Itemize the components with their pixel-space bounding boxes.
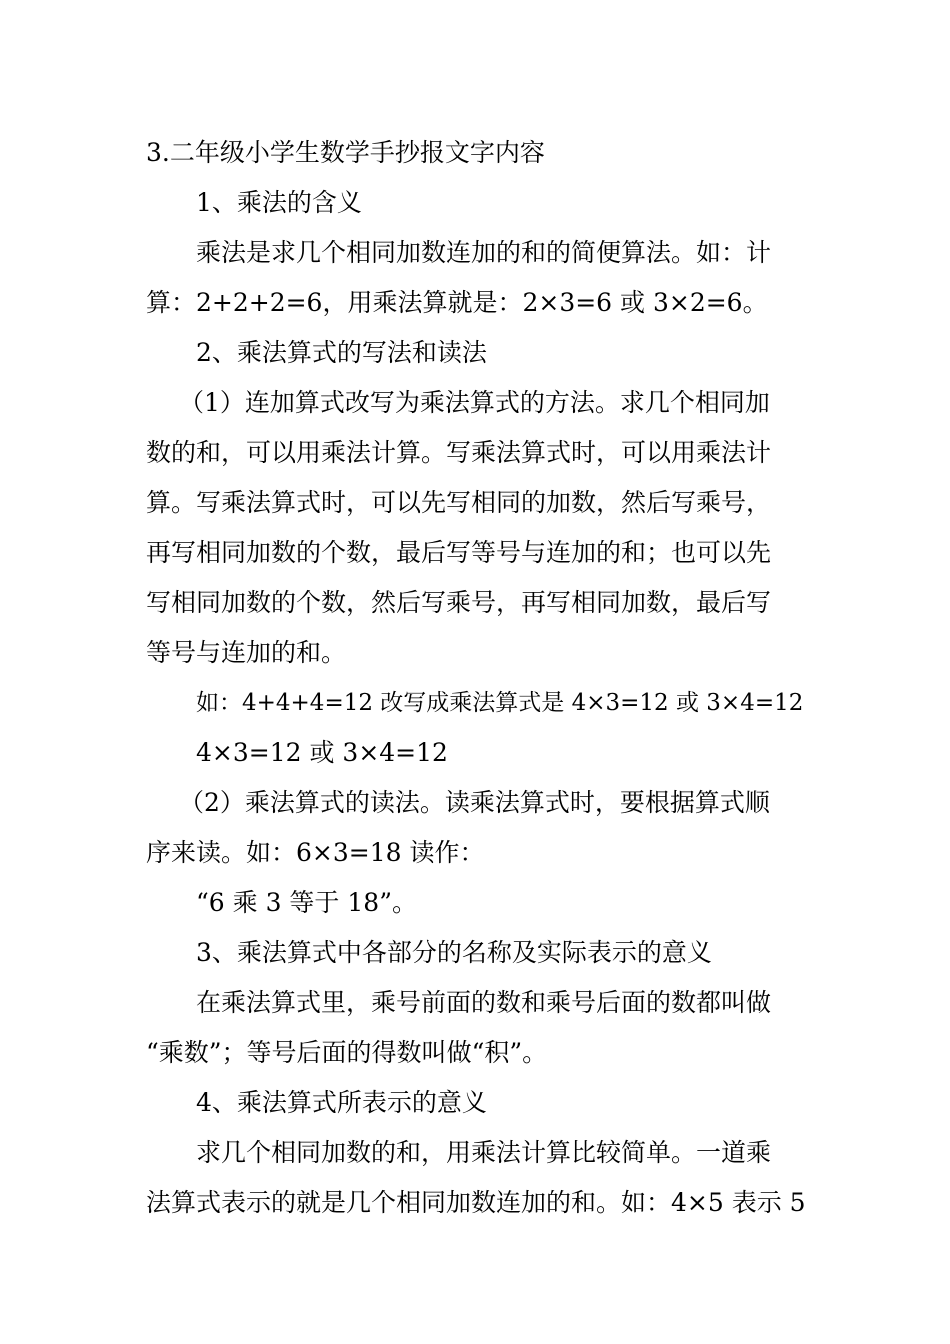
- paragraph-line: 数的和，可以用乘法计算。写乘法算式时，可以用乘法计: [146, 438, 772, 467]
- example-line: 4×3=12 或 3×4=12: [196, 738, 448, 767]
- document-page: [146, 128, 808, 1228]
- paragraph-line: 算。写乘法算式时，可以先写相同的加数，然后写乘号，: [146, 488, 772, 517]
- paragraph-line: “乘数”；等号后面的得数叫做“积”。: [146, 1038, 548, 1067]
- paragraph-line: 算：2+2+2=6，用乘法算就是：2×3=6 或 3×2=6。: [146, 288, 768, 317]
- paragraph-line: （2）乘法算式的读法。读乘法算式时，要根据算式顺: [179, 788, 770, 817]
- paragraph-line: 再写相同加数的个数，最后写等号与连加的和；也可以先: [146, 538, 772, 567]
- paragraph-line: 乘法是求几个相同加数连加的和的简便算法。如：计: [196, 238, 772, 267]
- heading-2: 2、乘法算式的写法和读法: [196, 338, 487, 367]
- paragraph-line: 写相同加数的个数，然后写乘号，再写相同加数，最后写: [146, 588, 772, 617]
- paragraph-line: （1）连加算式改写为乘法算式的方法。求几个相同加: [179, 388, 770, 417]
- heading-4: 4、乘法算式所表示的意义: [196, 1088, 487, 1117]
- paragraph-line: 序来读。如：6×3=18 读作：: [146, 838, 485, 867]
- heading-3: 3、乘法算式中各部分的名称及实际表示的意义: [196, 938, 712, 967]
- example-line: “6 乘 3 等于 18”。: [196, 888, 417, 917]
- paragraph-line: 等号与连加的和。: [146, 638, 347, 667]
- heading-1: 1、乘法的含义: [196, 188, 362, 217]
- paragraph-line: 在乘法算式里，乘号前面的数和乘号后面的数都叫做: [196, 988, 772, 1017]
- example-line: 如：4+4+4=12 改写成乘法算式是 4×3=12 或 3×4=12: [196, 690, 804, 716]
- paragraph-line: 求几个相同加数的和，用乘法计算比较简单。一道乘: [196, 1138, 772, 1167]
- paragraph-line: 法算式表示的就是几个相同加数连加的和。如：4×5 表示 5: [146, 1188, 806, 1217]
- doc-title: 3.二年级小学生数学手抄报文字内容: [146, 138, 545, 167]
